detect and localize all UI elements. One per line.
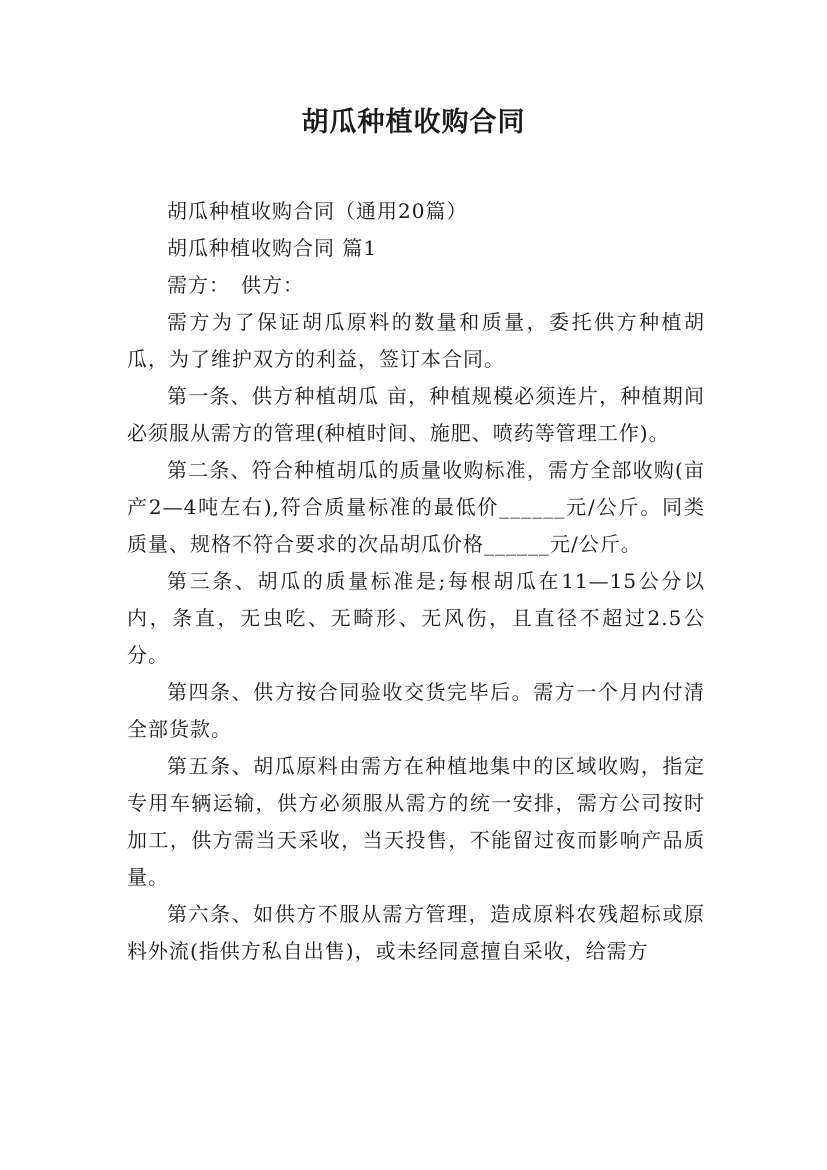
document-body <box>127 193 705 970</box>
paragraph-article-3: 第三条、胡瓜的质量标准是;每根胡瓜在11—15公分以内，条直，无虫吃、无畸形、无风伤，且直径不超过2.5公分。 <box>127 569 705 667</box>
paragraph-preamble: 需方为了保证胡瓜原料的数量和质量，委托供方种植胡瓜，为了维护双方的利益，签订本合同。 <box>127 310 705 371</box>
paragraph-article-4: 第四条、供方按合同验收交货完毕后。需方一个月内付清全部货款。 <box>127 680 705 741</box>
paragraph-article-6: 第六条、如供方不服从需方管理，造成原料农残超标或原料外流(指供方私自出售)，或未经同意擅自采收，给需方 <box>127 902 705 963</box>
paragraph-heading-part-1: 胡瓜种植收购合同 篇1 <box>167 236 378 260</box>
paragraph-article-5: 第五条、胡瓜原料由需方在种植地集中的区域收购，指定专用车辆运输，供方必须服从需方的统一安排，需方公司按时加工，供方需当天采收，当天投售，不能留过夜而影响产品质量。 <box>127 754 705 889</box>
paragraph-article-1: 第一条、供方种植胡瓜 亩，种植规模必须连片，种植期间必须服从需方的管理(种植时间、施肥、喷药等管理工作)。 <box>127 384 705 445</box>
paragraph-parties: 需方： 供方： <box>167 273 304 297</box>
paragraph-article-2: 第二条、符合种植胡瓜的质量收购标准，需方全部收购(亩产2—4吨左右),符合质量标准的最低价______元/公斤。同类质量、规格不符合要求的次品胡瓜价格______元/公斤。 <box>127 458 705 556</box>
document-title: 胡瓜种植收购合同 <box>301 107 526 138</box>
paragraph-heading-collection: 胡瓜种植收购合同（通用20篇） <box>167 199 468 223</box>
